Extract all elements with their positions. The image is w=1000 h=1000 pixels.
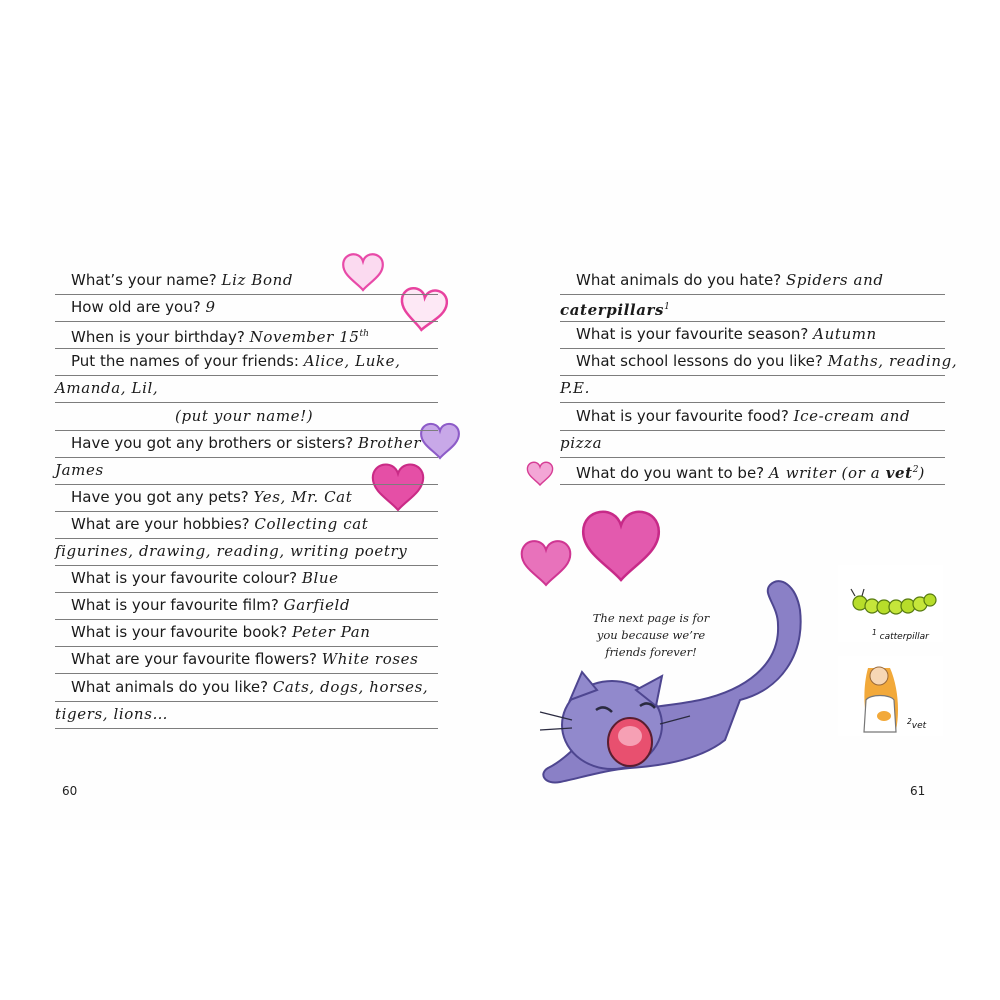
answer-text: caterpillars [560,301,665,320]
question-text: What animals do you hate? [576,271,786,289]
answer-text: vet [885,463,913,482]
speech-line: friends forever! [605,645,697,659]
answer-text: (put your name!) [175,406,314,425]
question-text: How old are you? [71,298,206,317]
text-line [55,295,438,322]
page-number-left: 60 [62,784,78,798]
answer-text: tigers, lions… [55,704,169,723]
text-line [560,322,945,349]
answer-text: Alice, Luke, [303,352,401,371]
text-line [560,404,945,431]
text-line [55,376,438,403]
text-line [55,647,438,674]
question-text: What are your hobbies? [71,514,255,533]
speech-line: The next page is for [592,611,710,625]
answer-text: Collecting cat [254,514,369,533]
answer-text: ) [918,463,925,482]
answer-text: Yes, Mr. Cat [253,487,353,506]
question-text: What is your favourite food? [576,406,794,425]
speech-line: you because we’re [596,628,706,642]
answer-text: Cats, dogs, horses, [272,677,429,696]
text-line [560,376,945,403]
answer-text: November 15 [249,328,360,347]
answer-text: Liz Bond [221,271,294,289]
answer-text: P.E. [560,379,590,398]
text-line [55,593,438,620]
footnote-mark: th [359,329,369,340]
text-line [55,268,438,295]
question-text: When is your birthday? [71,328,250,347]
question-text: What school lessons do you like? [576,352,828,371]
question-text: What do you want to be? [576,463,769,482]
answer-text: James [55,460,104,479]
answer-text: Ice-cream and [793,406,911,425]
answer-text: White roses [321,650,419,669]
answer-text: Brother [358,433,422,452]
question-text: What is your favourite film? [71,596,284,615]
question-text: What is your favourite colour? [71,569,302,588]
text-line [560,268,945,295]
glossary-caption-2: $^2$vet [907,717,927,731]
question-text: What’s your name? [71,271,222,289]
text-line [55,485,438,512]
text-line [55,458,438,485]
text-line [55,431,438,458]
text-line [55,539,438,566]
answer-text: Autumn [813,325,877,344]
footnote-mark: 1 [664,302,670,313]
speech-text [585,610,717,661]
text-line [560,458,945,485]
footnote-mark: 2 [912,464,919,475]
question-text: Have you got any brothers or sisters? [71,433,358,452]
text-line [55,404,438,431]
text-line [55,702,438,729]
answer-text: Garfield [283,596,351,615]
answer-text: Amanda, Lil, [55,379,159,398]
text-line [55,349,438,376]
text-line [560,431,945,458]
text-line [560,295,945,322]
answer-text: Blue [301,569,339,588]
vet-icon [864,667,898,732]
answer-text: Peter Pan [291,623,371,642]
text-line [55,620,438,647]
answer-text: Maths, reading, [827,352,958,371]
page-number-right: 61 [910,784,926,798]
question-text: What animals do you like? [71,677,273,696]
answer-text: figurines, drawing, reading, writing poetry [55,542,408,560]
glossary-caption-1: $^1$ catterpillar [872,628,929,642]
question-text: Put the names of your friends: [71,352,304,371]
question-text: What is your favourite season? [576,325,814,344]
answer-text: pizza [560,433,603,452]
answer-text: Spiders and [785,271,884,289]
text-line [55,512,438,539]
text-line [55,322,438,349]
text-line [560,349,958,376]
question-text: Have you got any pets? [71,487,254,506]
answer-text: A writer (or a [768,463,886,482]
answer-text: 9 [205,298,216,317]
question-text: What is your favourite book? [71,623,292,642]
text-line [55,675,438,702]
question-text: What are your favourite flowers? [71,650,322,669]
text-line [55,566,438,593]
